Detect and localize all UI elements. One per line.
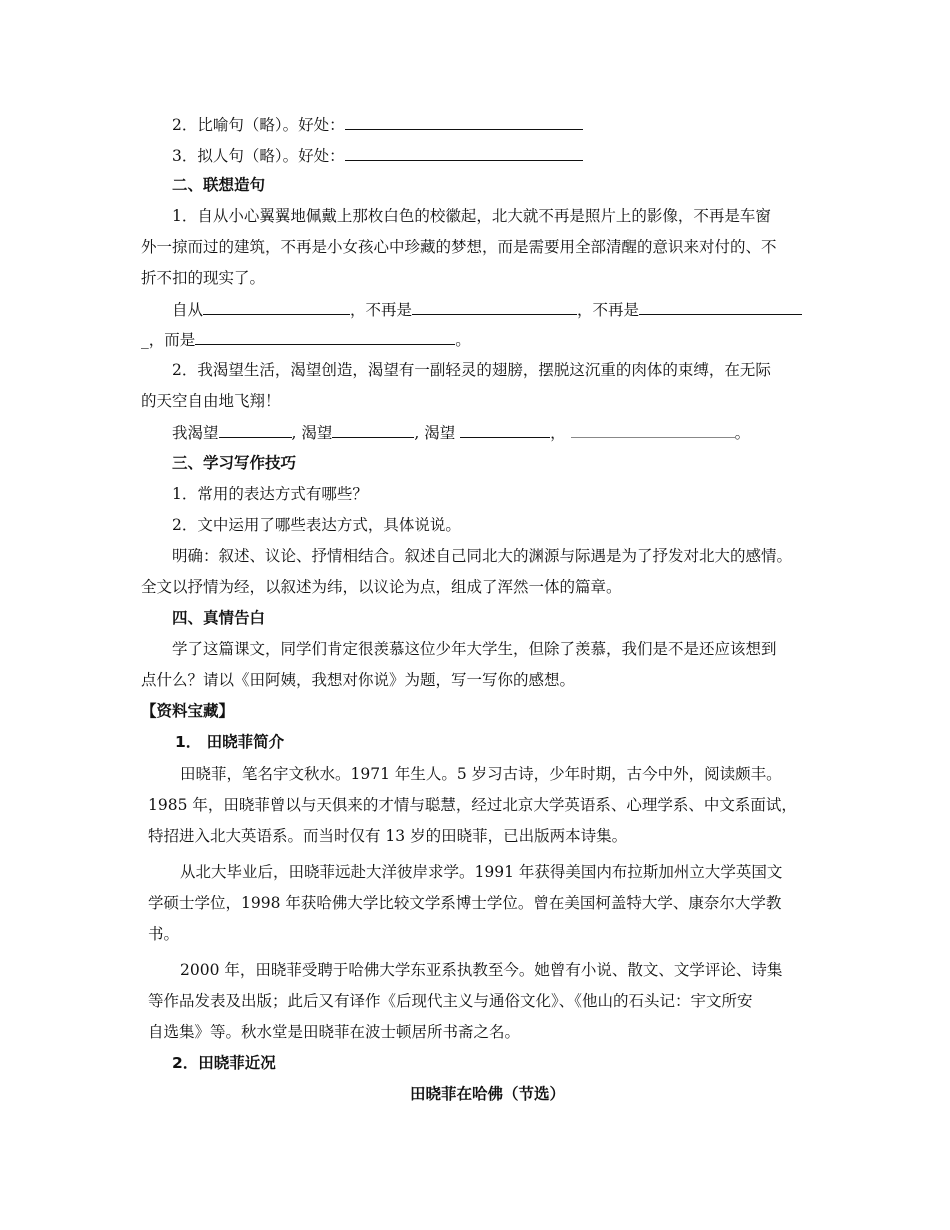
fill-in-line-2 [172, 421, 750, 444]
fill-text: 。 [734, 424, 751, 442]
fill-in-line-1 [172, 298, 802, 321]
fill-text: , 渴望 [291, 424, 333, 442]
article-title: 田晓菲在哈佛（节选） [409, 1085, 565, 1103]
section-heading: 三、学习写作技巧 [172, 454, 297, 472]
paragraph-line: 2．我渴望生活，渴望创造，渴望有一副轻灵的翅膀，摆脱这沉重的肉体的束缚，在无际 [172, 361, 771, 379]
paragraph-line: 2000 年，田晓菲受聘于哈佛大学东亚系执教至今。她曾有小说、散文、文学评论、诗集 [180, 961, 783, 979]
question-line: 2．文中运用了哪些表达方式，具体说说。 [172, 516, 461, 534]
paragraph-line: 1985 年，田晓菲曾以与天俱来的才情与聪慧，经过北京大学英语系、心理学系、中文系面试， [148, 796, 797, 814]
fill-blank[interactable] [203, 298, 350, 315]
paragraph-line: 从北大毕业后，田晓菲远赴大洋彼岸求学。1991 年获得美国内布拉斯加州立大学英国文 [180, 863, 783, 881]
exercise-item-2 [172, 113, 583, 136]
paragraph-line: 外一掠而过的建筑，不再是小女孩心中珍藏的梦想，而是需要用全部清醒的意识来对付的、不 [141, 238, 777, 256]
question-line: 1．常用的表达方式有哪些？ [172, 485, 368, 503]
fill-blank[interactable] [639, 298, 802, 315]
subsection-heading: 1． 田晓菲简介 [175, 733, 285, 751]
paragraph-line: 特招进入北大英语系。而当时仅有 13 岁的田晓菲，已出版两本诗集。 [148, 827, 628, 845]
paragraph-line: 等作品发表及出版；此后又有译作《后现代主义与通俗文化》、《他山的石头记：宇文所安 [148, 992, 753, 1010]
fill-text: ，不再是 [350, 301, 413, 319]
paragraph-line: 学硕士学位，1998 年获哈佛大学比较文学系博士学位。曾在美国柯盖特大学、康奈尔大学教 [148, 894, 782, 912]
fill-blank[interactable] [571, 421, 735, 438]
section-heading: 二、联想造句 [172, 176, 266, 194]
fill-text: ， [550, 424, 566, 442]
fill-text: ，不再是 [577, 301, 640, 319]
paragraph-line: 书。 [148, 925, 180, 943]
fill-text: 自从 [172, 301, 204, 319]
fill-text: 我渴望 [172, 424, 219, 442]
fill-text: _，而是 [141, 331, 196, 349]
paragraph-line: 点什么？请以《田阿姨，我想对你说》为题，写一写你的感想。 [141, 671, 576, 689]
fill-blank[interactable] [460, 421, 550, 438]
paragraph-line: 1．自从小心翼翼地佩戴上那枚白色的校徽起，北大就不再是照片上的影像，不再是车窗 [172, 207, 771, 225]
paragraph-line: 学了这篇课文，同学们肯定很羡慕这位少年大学生，但除了羡慕，我们是不是还应该想到 [172, 640, 777, 658]
answer-line: 全文以抒情为经，以叙述为纬，以议论为点，组成了浑然一体的篇章。 [141, 578, 622, 596]
paragraph-line: 田晓菲，笔名宇文秋水。1971 年生人。5 岁习古诗，少年时期，古今中外，阅读颇丰。 [180, 765, 782, 783]
fill-blank[interactable] [332, 421, 414, 438]
fill-blank[interactable] [219, 421, 292, 438]
fill-in-line-1-cont [141, 328, 471, 351]
paragraph-line: 的天空自由地飞翔！ [141, 392, 281, 410]
exercise-item-3-text: 3．拟人句（略）。好处： [172, 147, 345, 165]
paragraph-line: 折不扣的现实了。 [141, 269, 266, 287]
section-heading: 四、真情告白 [172, 609, 266, 627]
answer-line: 明确：叙述、议论、抒情相结合。叙述自己同北大的渊源与际遇是为了抒发对北大的感情。 [172, 547, 793, 565]
exercise-item-3 [172, 144, 583, 167]
answer-blank[interactable] [345, 144, 583, 161]
exercise-item-2-text: 2．比喻句（略）。好处： [172, 116, 345, 134]
answer-blank[interactable] [345, 113, 583, 130]
fill-blank[interactable] [412, 298, 577, 315]
fill-text: 。 [455, 331, 471, 349]
paragraph-line: 自选集》等。秋水堂是田晓菲在波士顿居所书斋之名。 [148, 1023, 521, 1041]
fill-text: , 渴望 [414, 424, 456, 442]
subsection-heading: 2．田晓菲近况 [172, 1054, 276, 1072]
fill-blank[interactable] [195, 328, 455, 345]
resources-heading: 【资料宝藏】 [141, 702, 235, 720]
